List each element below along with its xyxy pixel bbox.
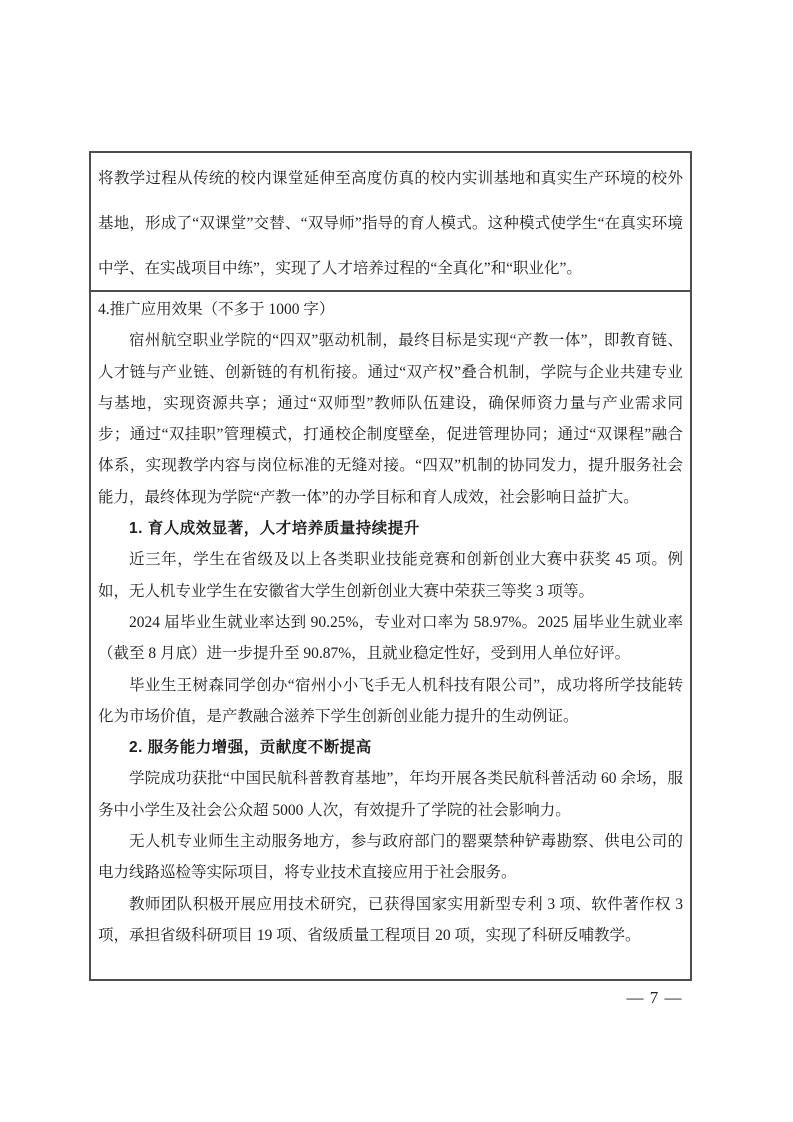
paragraph: 近三年，学生在省级及以上各类职业技能竞赛和创新创业大赛中获奖 45 项。例如，无人机专业学生在安徽省大学生创新创业大赛中荣获三等奖 3 项等。 [98, 551, 683, 600]
content-table [89, 151, 692, 981]
table-cell-section-4 [91, 292, 690, 979]
paragraph: 将教学过程从传统的校内课堂延伸至高度仿真的校内实训基地和真实生产环境的校外基地，形成了“双课堂”交替、“双导师”指导的育人模式。这种模式使学生“在真实环境中学、在实战项目中练”，实现了人才培养过程的“全真化”和“职业化”。 [98, 170, 683, 277]
paragraph: 毕业生王树森同学创办“宿州小小飞手无人机科技有限公司”，成功将所学技能转化为市场价值，是产教融合滋养下学生创新创业能力提升的生动例证。 [98, 676, 683, 725]
section-title: 4.推广应用效果（不多于 1000 字） [98, 301, 335, 318]
section-heading: 1. 育人成效显著，人才培养质量持续提升 [129, 520, 420, 538]
paragraph: 教师团队积极开展应用技术研究，已获得国家实用新型专利 3 项、软件著作权 3 项，承担省级科研项目 19 项、省级质量工程项目 20 项，实现了科研反哺教学。 [98, 895, 683, 944]
paragraph: 2024 届毕业生就业率达到 90.25%，专业对口率为 58.97%。2025 届毕业生就业率（截至 8 月底）进一步提升至 90.87%，且就业稳定性好，受到用人单位好评。 [98, 613, 683, 663]
section-heading: 2. 服务能力增强，贡献度不断提高 [129, 739, 372, 757]
paragraph: 宿州航空职业学院的“四双”驱动机制，最终目标是实现“产教一体”，即教育链、人才链与产业链、创新链的有机衔接。通过“双产权”叠合机制，学院与企业共建专业与基地，实现资源共享；通过“双师型”教师队伍建设，确保师资力量与产业需求同步；通过“双挂职”管理模式，打通校企制度壁垒，促进管理协同；通过“双课程”融合体系，实现教学内容与岗位标准的无缝对接。“四双”机制的协同发力，提升服务社会能力，最终体现为学院“产教一体”的办学目标和育人成效，社会影响日益扩大。 [98, 332, 683, 506]
paragraph: 无人机专业师生主动服务地方，参与政府部门的罂粟禁种铲毒勘察、供电公司的电力线路巡检等实际项目，将专业技术直接应用于社会服务。 [98, 833, 683, 882]
paragraph: 学院成功获批“中国民航科普教育基地”，年均开展各类民航科普活动 60 余场，服务中小学生及社会公众超 5000 人次，有效提升了学院的社会影响力。 [98, 770, 683, 819]
table-cell-previous-section [91, 153, 690, 292]
page-number: — 7 — [626, 988, 683, 1007]
